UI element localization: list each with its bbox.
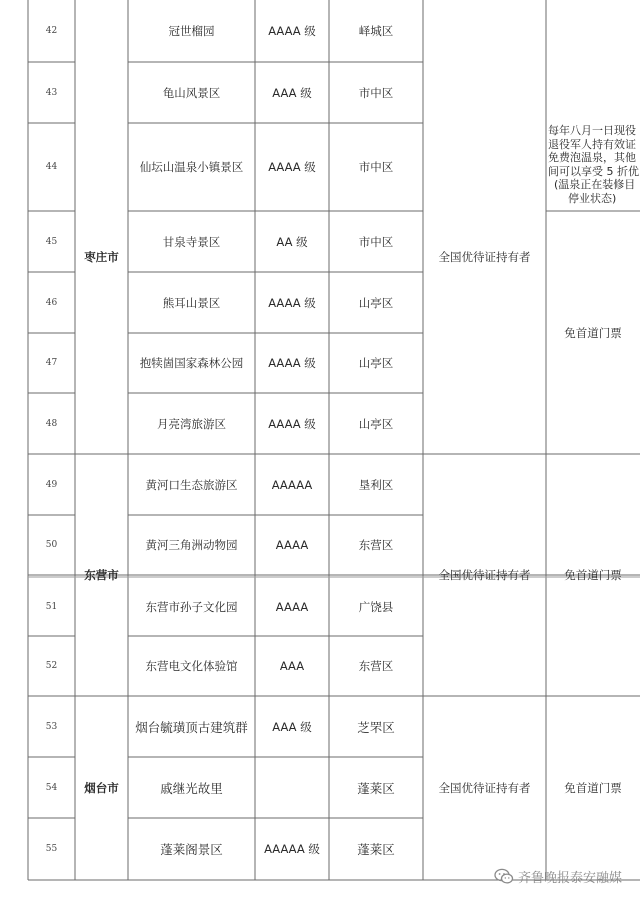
scenic-level: AAAAA 级 bbox=[264, 842, 320, 856]
scenic-level: AAA 级 bbox=[272, 85, 312, 100]
row-number: 44 bbox=[45, 162, 58, 172]
row-number: 47 bbox=[45, 358, 58, 368]
site-name: 熊耳山景区 bbox=[162, 295, 221, 310]
district: 山亭区 bbox=[358, 295, 394, 310]
district: 市中区 bbox=[358, 85, 394, 100]
city-yantai: 烟台市 bbox=[84, 781, 119, 795]
scenic-level: AAAA bbox=[275, 599, 309, 614]
row-number: 45 bbox=[45, 236, 58, 247]
policy-line: 每年八月一日现役 bbox=[548, 124, 636, 137]
row-number: 51 bbox=[45, 601, 58, 612]
site-name: 戚继光故里 bbox=[160, 780, 223, 796]
site-name: 东营电文化体验馆 bbox=[145, 659, 238, 673]
site-name: 仙坛山温泉小镇景区 bbox=[139, 160, 244, 174]
row-number: 48 bbox=[45, 418, 58, 429]
wechat-icon bbox=[494, 868, 514, 885]
row-number: 52 bbox=[45, 661, 58, 671]
district: 垦利区 bbox=[358, 477, 394, 492]
policy-line: 免费泡温泉，其他 bbox=[548, 151, 636, 164]
policy-free-admission-dongying: 免首道门票 bbox=[564, 568, 622, 582]
row-number: 53 bbox=[45, 721, 58, 732]
policy-free-admission-yantai: 免首道门票 bbox=[564, 781, 622, 795]
district: 蓬莱区 bbox=[357, 780, 395, 796]
row-number: 46 bbox=[45, 297, 58, 308]
row-number: 43 bbox=[45, 87, 58, 98]
scenic-level: AAA 级 bbox=[272, 719, 312, 734]
watermark bbox=[494, 867, 622, 886]
site-name: 东营市孙子文化园 bbox=[145, 599, 238, 614]
scenic-level: AAAA 级 bbox=[268, 356, 316, 370]
row-number: 54 bbox=[45, 782, 58, 793]
scenic-level: AAAAA bbox=[271, 477, 313, 492]
site-name: 龟山风景区 bbox=[162, 85, 221, 100]
policy-hot-spring bbox=[546, 118, 640, 211]
policy-line: 退役军人持有效证 bbox=[548, 137, 636, 151]
scenic-level: AAAA bbox=[275, 538, 309, 552]
district: 东营区 bbox=[358, 659, 394, 673]
district: 东营区 bbox=[358, 538, 394, 552]
district: 广饶县 bbox=[358, 599, 394, 614]
row-number: 49 bbox=[45, 479, 58, 490]
watermark-text: 齐鲁晚报泰安融媒 bbox=[517, 871, 622, 886]
district: 山亭区 bbox=[358, 356, 394, 370]
scenic-level: AAA bbox=[279, 659, 305, 673]
scenic-level: AAAA 级 bbox=[268, 416, 316, 431]
site-name: 蓬莱阁景区 bbox=[160, 842, 223, 857]
district: 芝罘区 bbox=[357, 719, 395, 735]
city-zaozhuang: 枣庄市 bbox=[84, 250, 119, 264]
site-name: 冠世榴园 bbox=[168, 24, 215, 38]
policy-line: 停业状态) bbox=[568, 191, 617, 205]
eligibility-yantai: 全国优待证持有者 bbox=[438, 781, 531, 795]
site-name: 抱犊崮国家森林公园 bbox=[139, 356, 244, 370]
scenic-level: AAAA 级 bbox=[268, 24, 316, 38]
row-number: 50 bbox=[45, 540, 58, 550]
site-name: 月亮湾旅游区 bbox=[157, 416, 226, 431]
scenic-level bbox=[255, 757, 329, 818]
site-name: 烟台毓璜顶古建筑群 bbox=[135, 719, 248, 735]
scenic-level: AAAA 级 bbox=[268, 295, 316, 310]
row-number: 42 bbox=[45, 26, 58, 36]
scenic-level: AA 级 bbox=[276, 234, 308, 249]
site-name: 黄河口生态旅游区 bbox=[145, 477, 238, 492]
row-number: 55 bbox=[45, 844, 58, 854]
district: 峄城区 bbox=[358, 24, 394, 38]
scenic-level: AAAA 级 bbox=[268, 160, 316, 174]
district: 山亭区 bbox=[358, 416, 394, 431]
site-name: 甘泉寺景区 bbox=[162, 234, 221, 249]
site-name: 黄河三角洲动物园 bbox=[145, 538, 238, 552]
policy-line: 间可以享受 5 折优 bbox=[548, 164, 639, 178]
eligibility-zaozhuang: 全国优待证持有者 bbox=[438, 250, 531, 264]
district: 蓬莱区 bbox=[357, 842, 395, 857]
policy-line: (温泉正在装修目 bbox=[554, 178, 636, 191]
policy-free-admission-zaozhuang: 免首道门票 bbox=[564, 325, 622, 340]
city-dongying: 东营市 bbox=[84, 568, 119, 582]
district: 市中区 bbox=[358, 160, 394, 174]
eligibility-dongying: 全国优待证持有者 bbox=[438, 568, 531, 582]
district: 市中区 bbox=[358, 234, 394, 249]
